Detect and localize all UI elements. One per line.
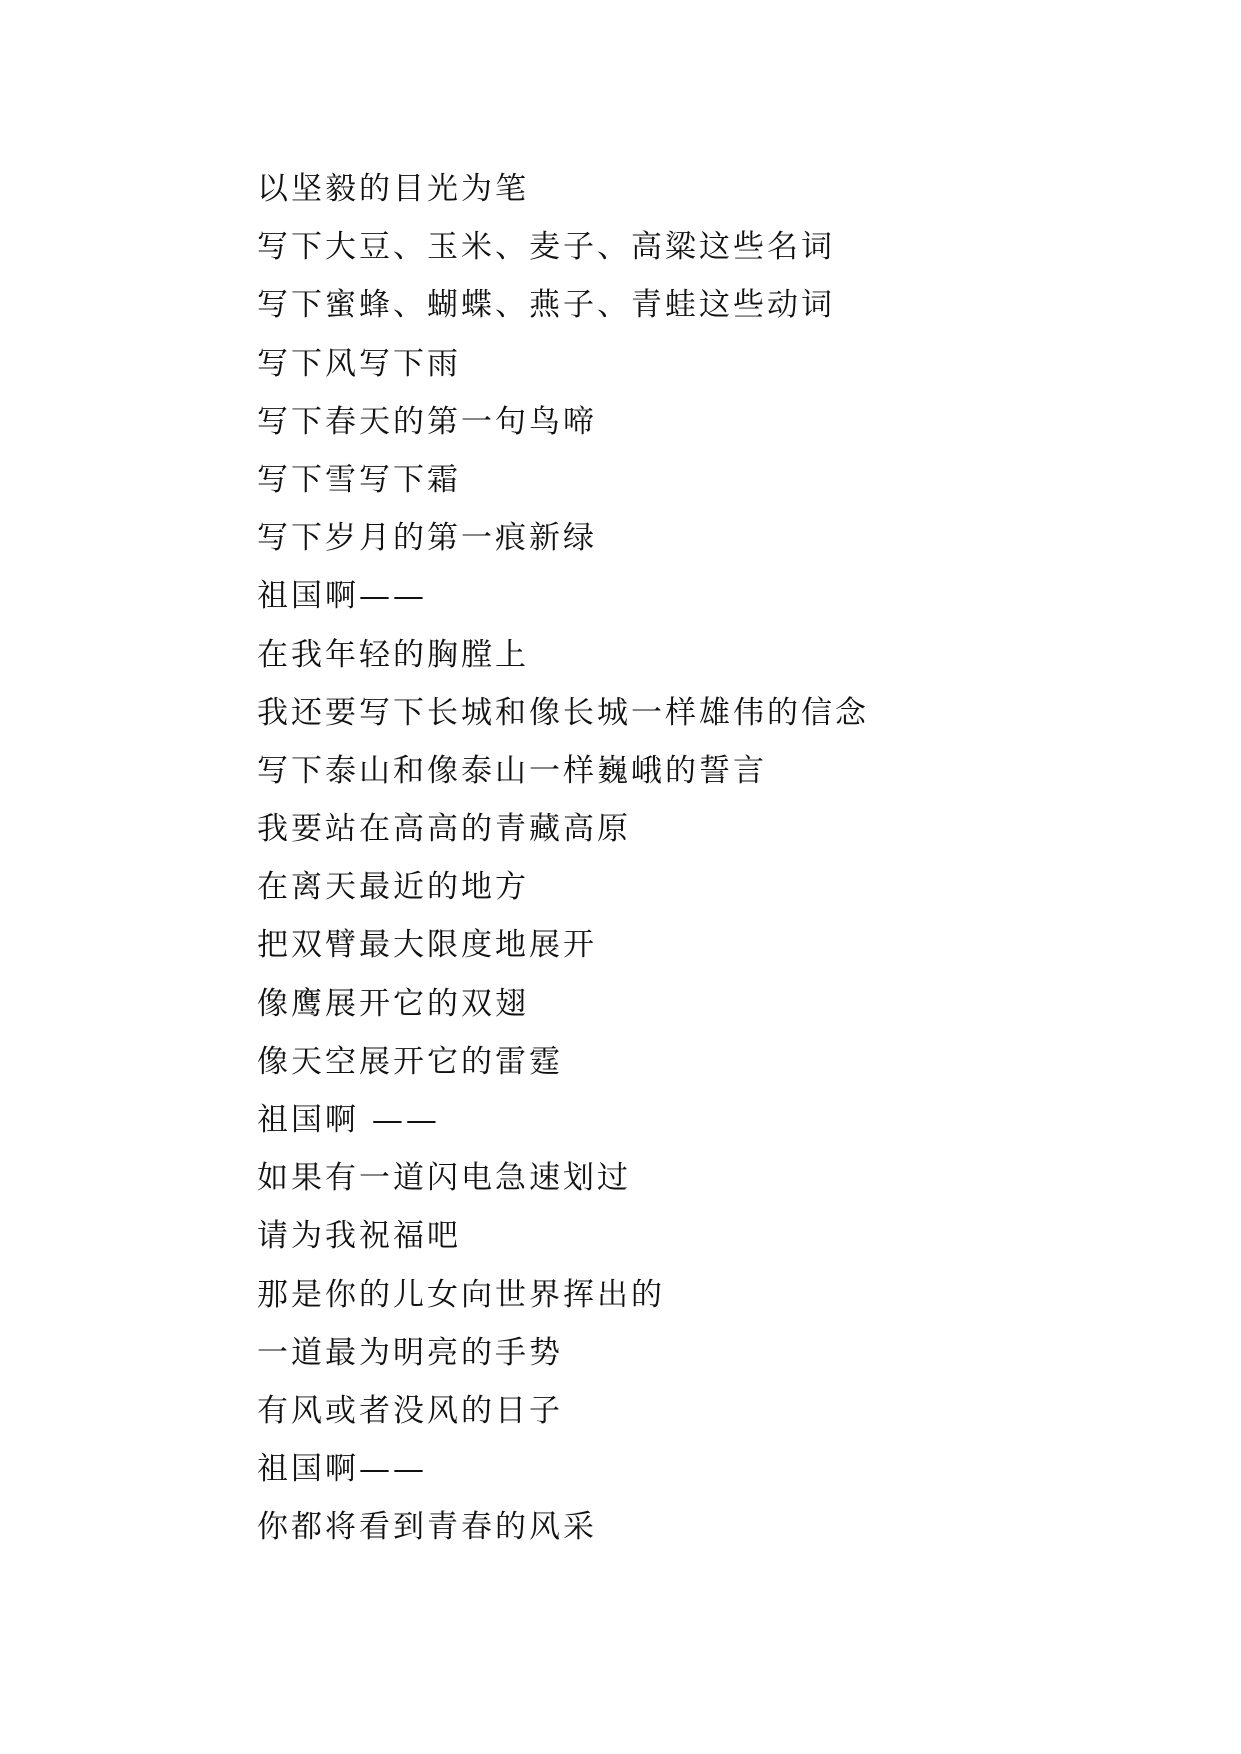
poem-line: 祖国啊 —— — [257, 1102, 440, 1138]
poem-line: 写下大豆、玉米、麦子、高粱这些名词 — [257, 229, 835, 266]
poem-line: 以坚毅的目光为笔 — [257, 171, 529, 207]
poem-line: 一道最为明亮的手势 — [257, 1334, 563, 1371]
poem-line: 请为我祝福吧 — [257, 1218, 461, 1255]
poem-line: 祖国啊—— — [257, 1451, 427, 1488]
poem-line: 写下风写下雨 — [257, 345, 461, 382]
poem-text — [257, 160, 869, 1557]
poem-line: 写下蜜蜂、蝴蝶、燕子、青蛙这些动词 — [257, 287, 835, 324]
poem-line: 写下春天的第一句鸟啼 — [257, 403, 597, 440]
poem-line: 祖国啊—— — [257, 578, 427, 615]
poem-line: 写下岁月的第一痕新绿 — [257, 520, 597, 557]
poem-line: 我还要写下长城和像长城一样雄伟的信念 — [257, 694, 869, 731]
poem-line: 像天空展开它的雷霆 — [257, 1043, 563, 1080]
poem-line: 在离天最近的地方 — [257, 869, 529, 906]
poem-line: 像鹰展开它的双翅 — [257, 985, 529, 1022]
poem-line: 我要站在高高的青藏高原 — [257, 811, 631, 848]
poem-line: 有风或者没风的日子 — [257, 1392, 563, 1429]
poem-line: 在我年轻的胸膛上 — [257, 636, 529, 673]
poem-line: 把双臂最大限度地展开 — [257, 927, 597, 964]
poem-line: 写下雪写下霜 — [257, 461, 461, 498]
poem-line: 你都将看到青春的风采 — [257, 1509, 597, 1546]
poem-line: 如果有一道闪电急速划过 — [257, 1160, 631, 1197]
poem-line: 那是你的儿女向世界挥出的 — [257, 1276, 665, 1313]
poem-line: 写下泰山和像泰山一样巍峨的誓言 — [257, 752, 767, 789]
